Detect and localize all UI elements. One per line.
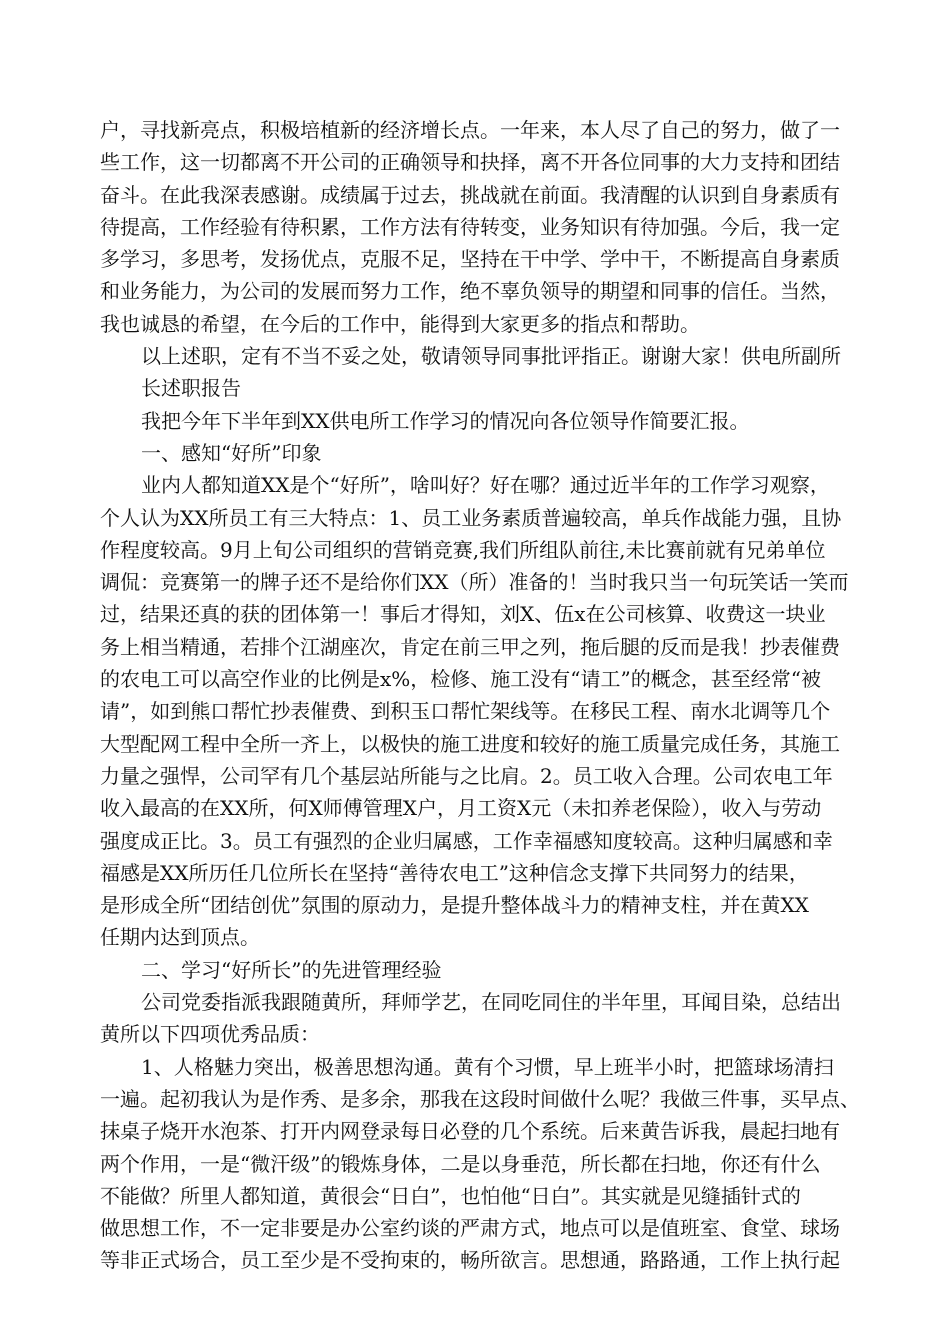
text-line: 二、学习“好所长”的先进管理经验	[141, 957, 442, 982]
text-line: 任期内达到顶点。	[100, 925, 260, 950]
document-body	[100, 114, 860, 1277]
text-line: 务上相当精通，若排个江湖座次，肯定在前三甲之列，拖后腿的反而是我！抄表催费	[100, 634, 840, 659]
text-line: 是形成全所“团结创优”氛围的原动力，是提升整体战斗力的精神支柱，并在黄XX	[100, 893, 809, 918]
text-line: 我也诚恳的希望，在今后的工作中，能得到大家更多的指点和帮助。	[100, 311, 700, 336]
text-line: 待提高，工作经验有待积累，工作方法有待转变，业务知识有待加强。今后，我一定	[100, 214, 840, 239]
text-line: 户，寻找新亮点，积极培植新的经济增长点。一年来，本人尽了自己的努力，做了一	[100, 118, 840, 142]
text-line: 的农电工可以高空作业的比例是x%，检修、施工没有“请工”的概念，甚至经常“被	[100, 667, 821, 692]
text-line: 等非正式场合，员工至少是不受拘束的，畅所欲言。思想通，路路通，工作上执行起	[100, 1248, 840, 1273]
text-line: 抹桌子烧开水泡茶、打开内网登录每日必登的几个系统。后来黄告诉我，晨起扫地有	[100, 1119, 840, 1144]
text-line: 一、感知“好所”印象	[141, 440, 322, 465]
text-line: 强度成正比。3。员工有强烈的企业归属感，工作幸福感知度较高。这种归属感和幸	[100, 828, 833, 853]
text-line: 公司党委指派我跟随黄所，拜师学艺，在同吃同住的半年里，耳闻目染，总结出	[141, 990, 841, 1015]
text-line: 两个作用，一是“微汗级”的锻炼身体，二是以身垂范，所长都在扫地，你还有什么	[100, 1151, 821, 1176]
text-line: 作程度较高。9月上旬公司组织的营销竞赛,我们所组队前往,未比赛前就有兄弟单位	[100, 537, 826, 562]
text-line: 调侃：竞赛第一的牌子还不是给你们XX（所）准备的！当时我只当一句玩笑话一笑而	[100, 570, 849, 595]
text-line: 和业务能力，为公司的发展而努力工作，绝不辜负领导的期望和同事的信任。当然，	[100, 279, 840, 304]
text-line: 力量之强悍，公司罕有几个基层站所能与之比肩。2。员工收入合理。公司农电工年	[100, 763, 833, 788]
text-line: 些工作，这一切都离不开公司的正确领导和抉择，离不开各位同事的大力支持和团结	[100, 150, 840, 175]
text-line: 以上述职，定有不当不妥之处，敬请领导同事批评指正。谢谢大家！供电所副所	[141, 344, 841, 369]
text-line: 长述职报告	[141, 376, 241, 401]
text-line: 多学习，多思考，发扬优点，克服不足，坚持在干中学、学中干，不断提高自身素质	[100, 247, 840, 272]
text-line: 黄所以下四项优秀品质：	[100, 1022, 320, 1047]
text-line: 1、人格魅力突出，极善思想沟通。黄有个习惯，早上班半小时，把篮球场清扫	[141, 1054, 834, 1079]
text-line: 收入最高的在XX所，何X师傅管理X户，月工资X元（未扣养老保险），收入与劳动	[100, 796, 822, 821]
text-line: 大型配网工程中全所一齐上，以极快的施工进度和较好的施工质量完成任务，其施工	[100, 731, 840, 756]
text-line: 请”，如到熊口帮忙抄表催费、到积玉口帮忙架线等。在移民工程、南水北调等几个	[100, 699, 831, 724]
text-line: 过，结果还真的获的团体第一！事后才得知，刘X、伍x在公司核算、收费这一块业	[100, 602, 826, 627]
text-line: 我把今年下半年到XX供电所工作学习的情况向各位领导作简要汇报。	[141, 408, 750, 433]
text-line: 个人认为XX所员工有三大特点：1、员工业务素质普遍较高，单兵作战能力强，且协	[100, 505, 842, 530]
text-line: 不能做？所里人都知道，黄很会“日白”，也怕他“日白”。其实就是见缝插针式的	[100, 1183, 801, 1208]
text-line: 一遍。起初我认为是作秀、是多余，那我在这段时间做什么呢？我做三件事，买早点、	[100, 1086, 860, 1111]
text-line: 奋斗。在此我深表感谢。成绩属于过去，挑战就在前面。我清醒的认识到自身素质有	[100, 182, 840, 207]
text-line: 福感是XX所历任几位所长在坚持“善待农电工”这种信念支撑下共同努力的结果，	[100, 860, 809, 885]
text-line: 业内人都知道XX是个“好所”，啥叫好？好在哪？通过近半年的工作学习观察，	[141, 473, 830, 498]
text-line: 做思想工作，不一定非要是办公室约谈的严肃方式，地点可以是值班室、食堂、球场	[100, 1216, 840, 1241]
